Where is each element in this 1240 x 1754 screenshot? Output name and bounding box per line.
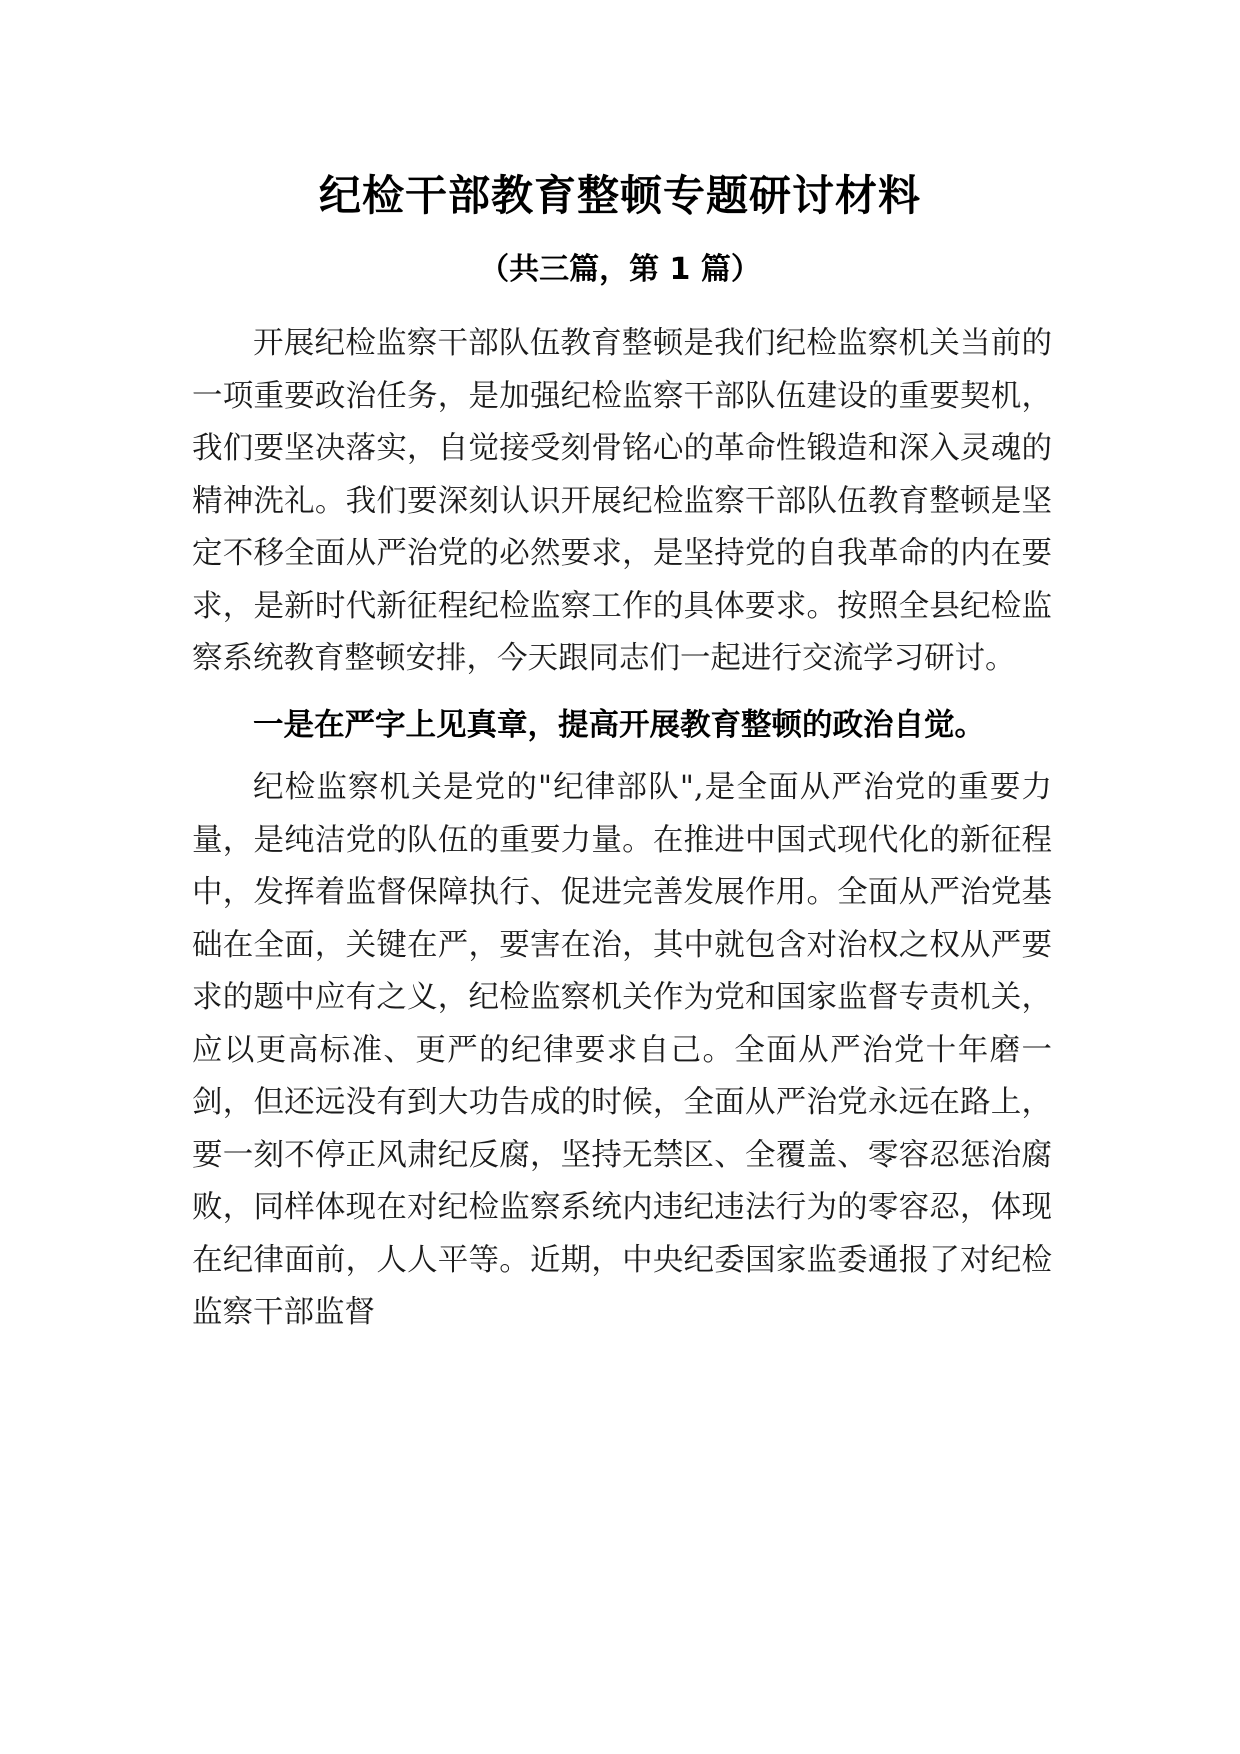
- document-body: [192, 318, 1052, 1340]
- section-heading: 一是在严字上见真章，提高开展教育整顿的政治自觉。: [253, 707, 985, 743]
- intro-paragraph: 开展纪检监察干部队伍教育整顿是我们纪检监察机关当前的一项重要政治任务，是加强纪检监察干部队伍建设的重要契机，我们要坚决落实，自觉接受刻骨铭心的革命性锻造和深入灵魂的精神洗礼。我们要深刻认识开展纪检监察干部队伍教育整顿是坚定不移全面从严治党的必然要求，是坚持党的自我革命的内在要求，是新时代新征程纪检监察工作的具体要求。按照全县纪检监察系统教育整顿安排，今天跟同志们一起进行交流学习研讨。: [192, 326, 1052, 676]
- section-paragraph: 纪检监察机关是党的"纪律部队",是全面从严治党的重要力量，是纯洁党的队伍的重要力量。在推进中国式现代化的新征程中，发挥着监督保障执行、促进完善发展作用。全面从严治党基础在全面，关键在严，要害在治，其中就包含对治权之权从严要求的题中应有之义，纪检监察机关作为党和国家监督专责机关，应以更高标准、更严的纪律要求自己。全面从严治党十年磨一剑，但还远没有到大功告成的时候，全面从严治党永远在路上，要一刻不停正风肃纪反腐，坚持无禁区、全覆盖、零容忍惩治腐败，同样体现在对纪检监察系统内违纪违法行为的零容忍，体现在纪律面前，人人平等。近期，中央纪委国家监委通报了对纪检监察干部监督: [192, 770, 1052, 1330]
- document-subtitle: （共三篇，第 1 篇）: [479, 252, 761, 287]
- document-title: 纪检干部教育整顿专题研讨材料: [318, 171, 921, 220]
